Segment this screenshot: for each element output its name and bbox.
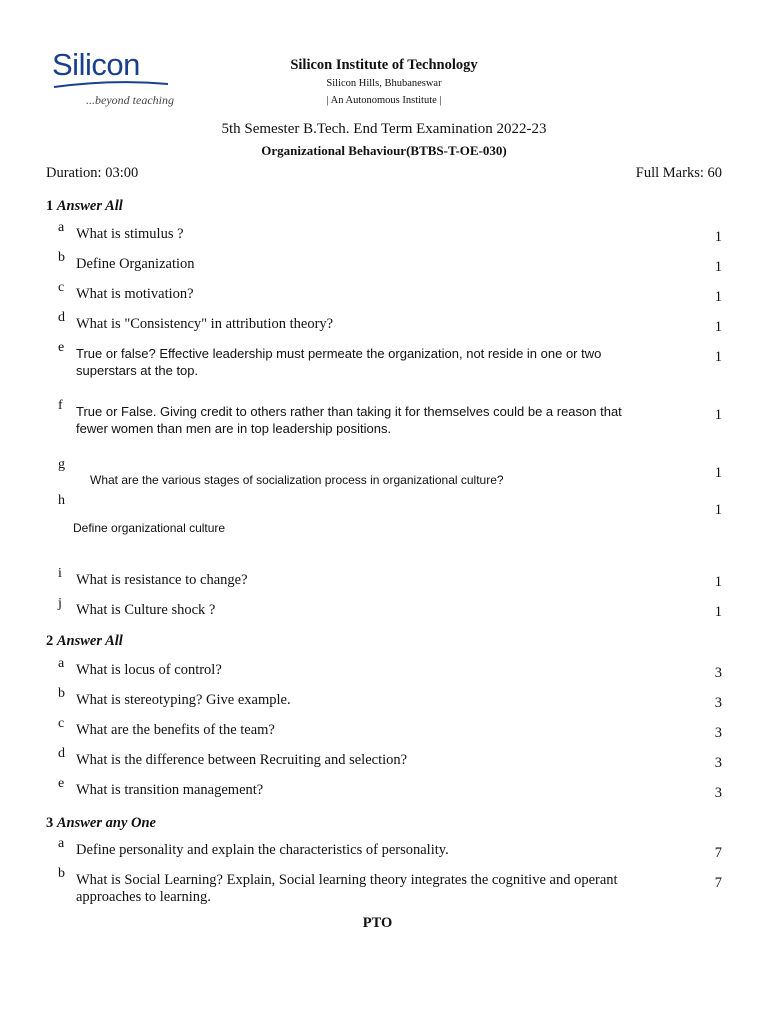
question-marks: 1 [714,574,722,590]
question-marks: 1 [714,259,722,275]
question-letter: a [58,656,65,671]
question-text: What is Culture shock ? [76,602,216,618]
question-text: Define organizational culture [73,521,226,535]
question-text: What is transition management? [76,782,264,798]
section-number: 1 [46,198,54,214]
question-letter: h [58,493,65,508]
exam-duration: Duration: 03:00 [46,165,139,181]
question-marks: 3 [714,725,722,741]
question-letter: j [58,596,62,611]
question-marks: 7 [714,875,722,891]
institute-address: Silicon Hills, Bhubaneswar [326,78,442,89]
question-text: What are the various stages of socialization process in organizational culture? [90,473,504,487]
question-text: True or False. Giving credit to others rather than taking it for themselves could be a reason that fewer women than men are in top leadership positions. [76,404,622,436]
section-heading [46,198,123,215]
exam-title: 5th Semester B.Tech. End Term Examination 2022-23 [221,121,547,137]
question-letter: g [58,457,65,472]
question-marks: 1 [714,229,722,245]
logo-wordmark: Silicon [52,47,140,82]
question-marks: 7 [714,845,722,861]
question-text: Define Organization [76,256,195,272]
section-number: 3 [46,815,54,831]
question-text: What are the benefits of the team? [76,722,275,738]
question-marks: 1 [714,319,722,335]
question-marks: 3 [714,695,722,711]
institute-name: Silicon Institute of Technology [290,57,478,73]
question-letter: f [58,398,63,413]
question-letter: a [58,836,65,851]
question-marks: 1 [714,289,722,305]
question-text: What is stimulus ? [76,226,184,242]
question-text: What is motivation? [76,286,194,302]
question-marks: 3 [714,785,722,801]
section-number: 2 [46,633,54,649]
question-letter: d [58,310,65,325]
exam-full-marks: Full Marks: 60 [635,165,722,181]
question-letter: e [58,340,65,355]
question-text: What is "Consistency" in attribution theory? [76,316,334,332]
question-letter: c [58,280,65,295]
question-letter: d [58,746,65,761]
question-marks: 1 [714,465,722,481]
question-letter: a [58,220,65,235]
question-letter: c [58,716,65,731]
section-instruction: Answer All [56,198,123,214]
logo-tagline: ...beyond teaching [86,93,174,107]
question-letter: b [58,866,65,881]
question-letter: b [58,250,65,265]
section-instruction: Answer any One [56,815,156,831]
question-marks: 3 [714,755,722,771]
question-text: What is stereotyping? Give example. [76,692,291,708]
question-text: What is Social Learning? Explain, Social learning theory integrates the cogn​itive and operant approaches to learning. [76,872,618,905]
subject-title: Organizational Behaviour(BTBS-T-OE-030) [261,143,507,158]
section-heading [46,633,123,650]
question-marks: 1 [714,502,722,518]
question-text: True or false? Effective leadership must permeate the organization, not reside in one or two superstars at the top. [76,346,602,378]
question-marks: 3 [714,665,722,681]
question-text: What is resistance to change? [76,572,248,588]
question-marks: 1 [714,407,722,423]
question-text: Define personality and explain the characteristics of personality. [76,842,449,858]
question-letter: i [58,566,62,581]
institute-type: | An Autonomous Institute | [326,95,442,106]
pto-label: PTO [362,915,393,931]
question-text: What is the difference between Recruiting and selection? [76,752,408,768]
question-letter: e [58,776,65,791]
question-text: What is locus of control? [76,662,222,678]
question-marks: 1 [714,604,722,620]
section-heading [46,815,156,832]
section-instruction: Answer All [56,633,123,649]
question-marks: 1 [714,349,722,365]
question-letter: b [58,686,65,701]
